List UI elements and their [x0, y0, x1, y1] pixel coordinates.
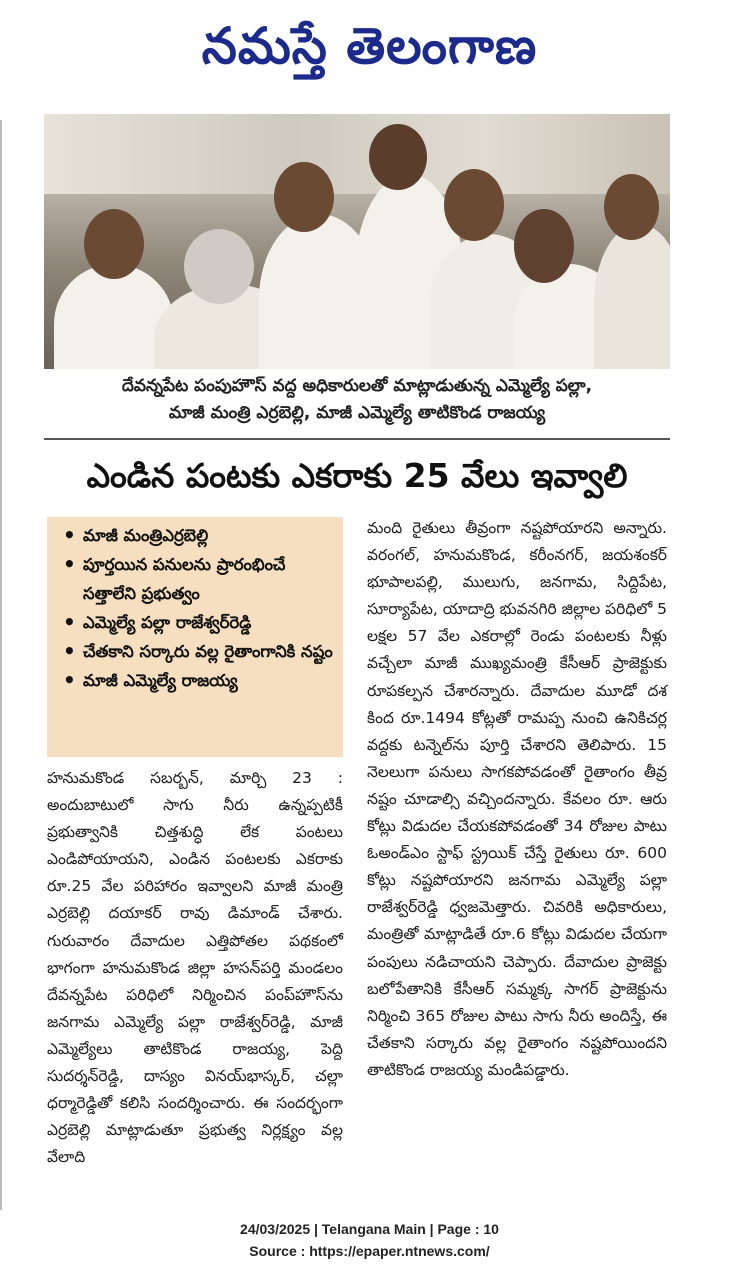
article-body-right-column: మంది రైతులు తీవ్రంగా నష్టపోయారని అన్నారు. వరంగల్, హనుమకొండ, కరీంనగర్, జయశంకర్ భూపాలపల్లి, ములుగు, జనగామ, సిద్దిపేట, సూర్యాపేట, యాదాద్రి భువనగిరి జిల్లాల పరిధిలో 5 లక్షల 57 వేల ఎకరాల్లో రెండు పంటలకు నీళ్లు వచ్చేలా మాజీ ముఖ్యమంత్రి కేసీఆర్ ప్రాజెక్టుకు రూపకల్పన చేశారన్నారు. దేవాదుల మూడో దశ కింద రూ.1494 కోట్లతో రామప్ప నుంచి ఉనికిచర్ల వద్దకు టన్నెల్‌ను పూర్తి చేశారని తెలిపారు. 15 నెలలుగా పనులు సాగకపోవడంతో రైతాంగం తీవ్ర నష్టం చూడాల్సి వచ్చిందన్నారు. కేవలం రూ. ఆరు కోట్లు విడుదల చేయకపోవడంతో 34 రోజుల పాటు ఓఅండ్‌ఎం స్టాఫ్ స్ట్రయిక్ చేస్తే రైతులు రూ. 600 కోట్లు నష్టపోయారని జనగామ ఎమ్మెల్యే పల్లా రాజేశ్వర్‌రెడ్డి ధ్వజమెత్తారు. చివరికి అధికారులు, మంత్రితో మాట్లాడితే రూ.6 కోట్లు విడుదల చేయగా పంపులు నడిచాయని చెప్పారు. దేవాదుల ప్రాజెక్టు బలోపేతానికి కేసీఆర్ సమ్మక్క సాగర్ ప్రాజెక్టును నిర్మించి 365 రోజుల పాటు సాగు నీరు అందిస్తే, ఈ చేతకాని సర్కారు వల్ల రైతాంగం నష్టపోయిందని తాటికొండ రాజయ్య మండిపడ్డారు.	[367, 519, 668, 1079]
newspaper-masthead: నమస్తే తెలంగాణ	[201, 16, 538, 75]
caption-line-1: దేవన్నపేట పంపుహౌస్ వద్ద అధికారులతో మాట్లాడుతున్న ఎమ్మెల్యే పల్లా,	[121, 376, 593, 396]
news-photo	[44, 114, 670, 369]
article-body-left-column: హనుమకొండ సబర్బన్, మార్చి 23 : అందుబాటులో సాగు నీరు ఉన్నప్పటికీ ప్రభుత్వానికి చిత్తశుద్ధి లేక పంటలు ఎండిపోయాయని, ఎండిన పంటలకు ఎకరాకు రూ.25 వేల పరిహారం ఇవ్వాలని మాజీ మంత్రి ఎర్రబెల్లి దయాకర్ రావు డిమాండ్ చేశారు. గురువారం దేవాదుల ఎత్తిపోతల పథకంలో భాగంగా హనుమకొండ జిల్లా హసన్‌పర్తి మండలం దేవన్నపేట పరిధిలో నిర్మించిన పంప్‌హౌస్‌ను జనగామ ఎమ్మెల్యే పల్లా రాజేశ్వర్‌రెడ్డి, మాజీ ఎమ్మెల్యేలు తాటికొండ రాజయ్య, పెద్ది సుదర్శన్‌రెడ్డి, దాస్యం వినయ్‌భాస్కర్, చల్లా ధర్మారెడ్డితో కలిసి సందర్శించారు. ఈ సందర్భంగా ఎర్రబెల్లి మాట్లాడుతూ ప్రభుత్వ నిర్లక్ష్యం వల్ల వేలాది	[47, 769, 343, 1167]
page-margin-line	[0, 120, 2, 1210]
highlights-box	[47, 517, 343, 757]
page-footer	[0, 1218, 739, 1262]
highlight-item: • మాజీ ఎమ్మెల్యే రాజయ్య	[57, 666, 337, 695]
highlight-item: • మాజీ మంత్రిఎర్రబెల్లి	[57, 521, 337, 550]
highlight-item: • పూర్తయిన పనులను ప్రారంభించే సత్తాలేని ప్రభుత్వం	[57, 550, 337, 608]
edition-info: 24/03/2025 | Telangana Main | Page : 10	[240, 1221, 499, 1237]
article-headline: ఎండిన పంటకు ఎకరాకు 25 వేలు ఇవ్వాలి	[86, 456, 628, 495]
photo-caption	[44, 373, 670, 427]
highlight-item: • చేతకాని సర్కారు వల్ల రైతాంగానికి నష్టం	[57, 637, 337, 666]
headline-divider	[44, 438, 670, 440]
caption-line-2: మాజీ మంత్రి ఎర్రబెల్లి, మాజీ ఎమ్మెల్యే తాటికొండ రాజయ్య	[168, 403, 546, 423]
source-link[interactable]: Source : https://epaper.ntnews.com/	[249, 1243, 490, 1259]
highlight-item: • ఎమ్మెల్యే పల్లా రాజేశ్వర్‌రెడ్డి	[57, 608, 337, 637]
